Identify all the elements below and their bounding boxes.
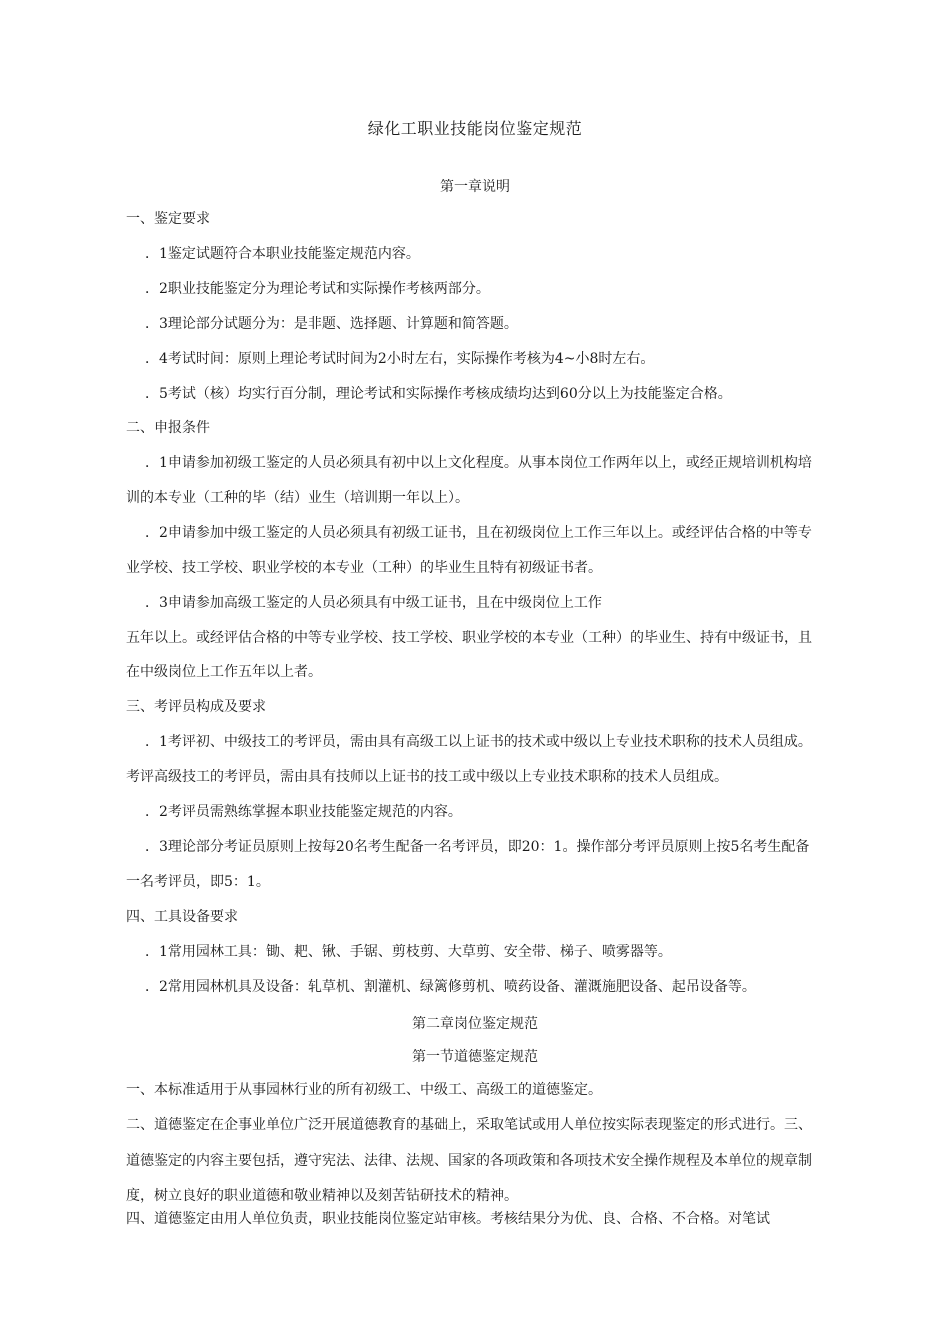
section-subheading: 第一节道德鉴定规范 xyxy=(412,1049,538,1065)
paragraph-line: 四、道德鉴定由用人单位负责，职业技能岗位鉴定站审核。考核结果分为优、良、合格、不合格。对笔试 xyxy=(126,1211,770,1227)
paragraph-line: ．2常用园林机具及设备：轧草机、割灌机、绿篱修剪机、喷药设备、灌溉施肥设备、起吊设备等。 xyxy=(145,979,756,995)
paragraph-line: ．1常用园林工具：锄、耙、锹、手锯、剪枝剪、大草剪、安全带、梯子、喷雾器等。 xyxy=(145,944,672,960)
section-heading: 一、鉴定要求 xyxy=(126,211,210,227)
paragraph-line: 一、本标准适用于从事园林行业的所有初级工、中级工、高级工的道德鉴定。 xyxy=(126,1082,602,1098)
paragraph-line: ．3申请参加高级工鉴定的人员必须具有中级工证书，且在中级岗位上工作 xyxy=(145,595,602,611)
paragraph-line: ．2申请参加中级工鉴定的人员必须具有初级工证书，且在初级岗位上工作三年以上。或经评估合格的中等专 xyxy=(145,525,812,541)
paragraph-line: ．3理论部分试题分为：是非题、选择题、计算题和简答题。 xyxy=(145,316,518,332)
paragraph-line: 二、道德鉴定在企事业单位广泛开展道德教育的基础上，采取笔试或用人单位按实际表现鉴定的形式进行。三、 xyxy=(126,1117,812,1133)
paragraph-line: ．1申请参加初级工鉴定的人员必须具有初中以上文化程度。从事本岗位工作两年以上，或经正规培训机构培 xyxy=(145,455,812,471)
paragraph-line: ．1考评初、中级技工的考评员，需由具有高级工以上证书的技术或中级以上专业技术职称的技术人员组成。 xyxy=(145,734,812,750)
section-heading: 三、考评员构成及要求 xyxy=(126,699,266,715)
chapter-heading: 第二章岗位鉴定规范 xyxy=(412,1016,538,1032)
section-heading: 二、申报条件 xyxy=(126,420,210,436)
paragraph-line: 在中级岗位上工作五年以上者。 xyxy=(126,664,322,680)
paragraph-line: 训的本专业（工种的毕（结）业生（培训期一年以上）。 xyxy=(126,490,469,506)
paragraph-line: 度，树立良好的职业道德和敬业精神以及刻苦钻研技术的精神。 xyxy=(126,1188,518,1204)
paragraph-line: ．3理论部分考证员原则上按每20名考生配备一名考评员，即20：1。操作部分考评员原则上按5名考生配备 xyxy=(145,839,810,855)
paragraph-line: ．2职业技能鉴定分为理论考试和实际操作考核两部分。 xyxy=(145,281,490,297)
paragraph-line: 考评高级技工的考评员，需由具有技师以上证书的技工或中级以上专业技术职称的技术人员组成。 xyxy=(126,769,728,785)
paragraph-line: ．5考试（核）均实行百分制，理论考试和实际操作考核成绩均达到60分以上为技能鉴定合格。 xyxy=(145,386,732,402)
paragraph-line: ．1鉴定试题符合本职业技能鉴定规范内容。 xyxy=(145,246,420,262)
paragraph-line: 一名考评员，即5：1。 xyxy=(126,874,270,890)
paragraph-line: ．2考评员需熟练掌握本职业技能鉴定规范的内容。 xyxy=(145,804,462,820)
paragraph-line: ．4考试时间：原则上理论考试时间为2小时左右，实际操作考核为4~小8时左右。 xyxy=(145,351,655,367)
section-heading: 四、工具设备要求 xyxy=(126,909,238,925)
paragraph-line: 道德鉴定的内容主要包括，遵守宪法、法律、法规、国家的各项政策和各项技术安全操作规程及本单位的规章制 xyxy=(126,1153,812,1169)
paragraph-line: 五年以上。或经评估合格的中等专业学校、技工学校、职业学校的本专业（工种）的毕业生、持有中级证书，且 xyxy=(126,630,812,646)
document-title: 绿化工职业技能岗位鉴定规范 xyxy=(367,119,583,138)
paragraph-line: 业学校、技工学校、职业学校的本专业（工种）的毕业生且特有初级证书者。 xyxy=(126,560,602,576)
chapter-heading: 第一章说明 xyxy=(440,179,510,195)
